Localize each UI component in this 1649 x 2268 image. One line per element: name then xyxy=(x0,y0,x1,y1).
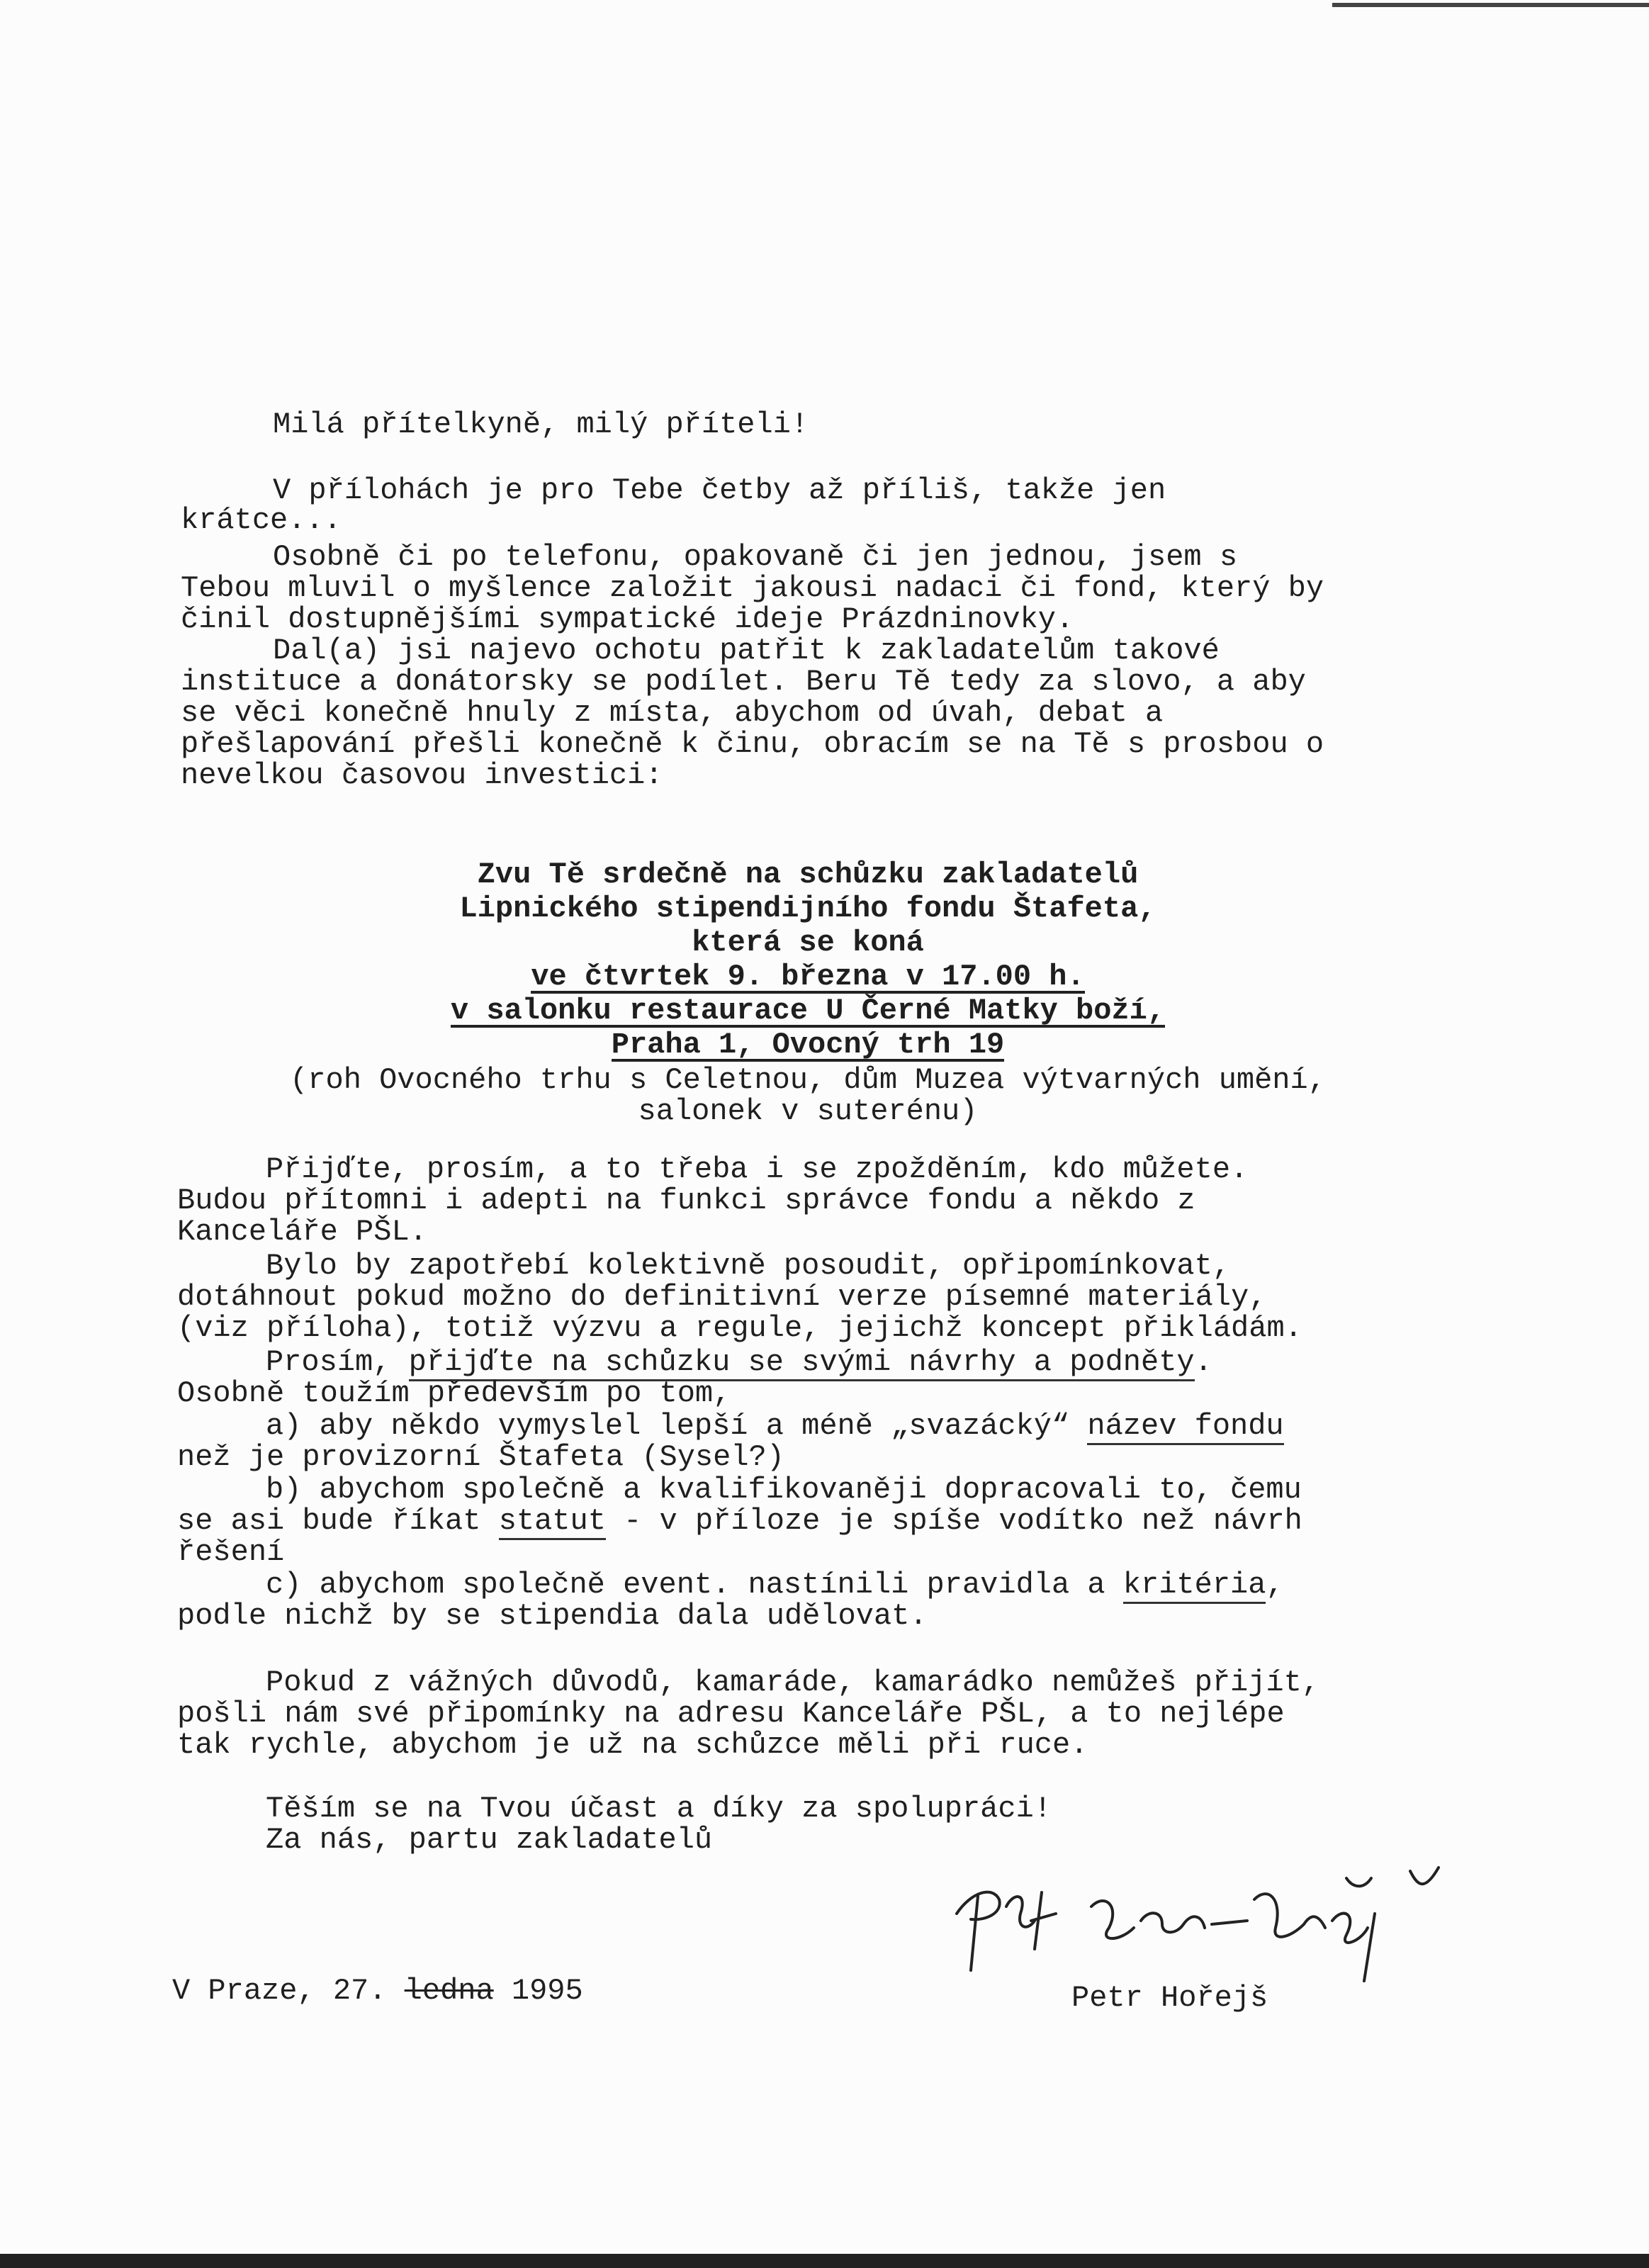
para2-line-5: nevelkou časovou investici: xyxy=(181,758,663,792)
para3-line-3: Kanceláře PŠL. xyxy=(177,1215,427,1249)
scan-edge-top xyxy=(1332,3,1649,7)
invitation-block xyxy=(234,858,1382,1062)
invitation-note-1: (roh Ovocného trhu s Celetnou, dům Muzea výtvarných umění, xyxy=(290,1063,1326,1097)
item-a-line-2: než je provizorní Štafeta (Sysel?) xyxy=(177,1440,784,1474)
para4-line-2: dotáhnout pokud možno do definitivní verze písemné materiály, xyxy=(177,1280,1267,1314)
item-b-line-1: b) abychom společně a kvalifikovaněji dopracovali to, čemu xyxy=(266,1473,1302,1507)
para6-line-3: tak rychle, abychom je už na schůzce měli při ruce. xyxy=(177,1728,1088,1762)
para5-lead: Prosím, xyxy=(266,1345,409,1379)
scan-edge-bottom xyxy=(0,2254,1649,2268)
item-c-line-2: podle nichž by se stipendia dala udělovat. xyxy=(177,1599,928,1633)
invitation-line-1: Zvu Tě srdečně na schůzku zakladatelů xyxy=(477,858,1139,892)
item-c-lead: c) abychom společně event. nastínili pravidla a xyxy=(266,1568,1123,1602)
para1-line-2: Tebou mluvil o myšlence založit jakousi nadaci či fond, který by xyxy=(181,571,1324,605)
item-a-lead: a) aby někdo vymyslel lepší a méně „svazácký“ xyxy=(266,1409,1088,1443)
date-year: 1995 xyxy=(493,1974,583,2008)
para5-tail: . xyxy=(1194,1345,1212,1379)
item-b-tail: - v příloze je spíše vodítko než návrh xyxy=(605,1504,1302,1538)
para1-line-1: Osobně či po telefonu, opakovaně či jen jednou, jsem s xyxy=(273,540,1238,574)
invitation-note-2: salonek v suterénu) xyxy=(638,1094,978,1128)
item-b-line-2 xyxy=(177,1505,1302,1537)
para1-line-3: činil dostupnějšími sympatické ideje Prázdninovky. xyxy=(181,602,1074,636)
intro-line-2: krátce... xyxy=(181,503,342,537)
para2-line-4: přešlapování přešli konečně k činu, obracím se na Tě s prosbou o xyxy=(181,727,1324,761)
para5-line-1 xyxy=(266,1347,1212,1378)
signatory-name: Petr Hořejš xyxy=(1071,1981,1268,2015)
item-c-underlined: kritéria xyxy=(1123,1568,1266,1604)
item-a-underlined: název fondu xyxy=(1087,1409,1283,1445)
para6-line-1: Pokud z vážných důvodů, kamaráde, kamarádko nemůžeš přijít, xyxy=(266,1666,1320,1700)
item-b-lead: se asi bude říkat xyxy=(177,1504,499,1538)
para3-line-1: Přijďte, prosím, a to třeba i se zpožděním, kdo můžete. xyxy=(266,1152,1249,1186)
invitation-venue: v salonku restaurace U Černé Matky boží, xyxy=(450,994,1166,1028)
closing-line-2: Za nás, partu zakladatelů xyxy=(266,1823,713,1857)
para2-line-2: instituce a donátorsky se podílet. Beru Tě tedy za slovo, a aby xyxy=(181,665,1306,699)
item-b-line-3: řešení xyxy=(177,1535,285,1569)
invitation-note xyxy=(234,1065,1382,1127)
invitation-line-2: Lipnického stipendijního fondu Štafeta, xyxy=(459,892,1156,926)
letter-date xyxy=(172,1974,583,2008)
date-struck-month: ledna xyxy=(404,1974,494,2008)
para6-line-2: pošli nám své připomínky na adresu Kanceláře PŠL, a to nejlépe xyxy=(177,1697,1285,1731)
item-c-tail: , xyxy=(1266,1568,1284,1602)
item-c-line-1 xyxy=(266,1569,1284,1600)
para2-line-3: se věci konečně hnuly z místa, abychom od úvah, debat a xyxy=(181,696,1164,730)
intro-line-1: V přílohách je pro Tebe četby až příliš, takže jen xyxy=(273,473,1166,507)
handwritten-signature xyxy=(950,1864,1446,1984)
para4-line-3: (viz příloha), totiž výzvu a regule, jejichž koncept přikládám. xyxy=(177,1311,1302,1345)
date-prefix: V Praze, 27. xyxy=(172,1974,405,2008)
item-a-line-1 xyxy=(266,1410,1284,1442)
para5-underlined: přijďte na schůzku se svými návrhy a podněty xyxy=(409,1345,1195,1381)
invitation-address: Praha 1, Ovocný trh 19 xyxy=(611,1028,1005,1062)
invitation-line-3: která se koná xyxy=(692,926,924,960)
para2-line-1: Dal(a) jsi najevo ochotu patřit k zakladatelům takové xyxy=(273,634,1220,668)
closing-line-1: Těším se na Tvou účast a díky za spolupráci! xyxy=(266,1792,1052,1826)
para3-line-2: Budou přítomni i adepti na funkci správce fondu a někdo z xyxy=(177,1184,1195,1218)
para4-line-1: Bylo by zapotřebí kolektivně posoudit, opřipomínkovat, xyxy=(266,1249,1231,1283)
greeting: Milá přítelkyně, milý příteli! xyxy=(273,408,809,442)
item-b-underlined: statut xyxy=(499,1504,606,1540)
invitation-date: ve čtvrtek 9. března v 17.00 h. xyxy=(531,960,1085,994)
para5-line-2: Osobně toužím především po tom, xyxy=(177,1376,731,1410)
